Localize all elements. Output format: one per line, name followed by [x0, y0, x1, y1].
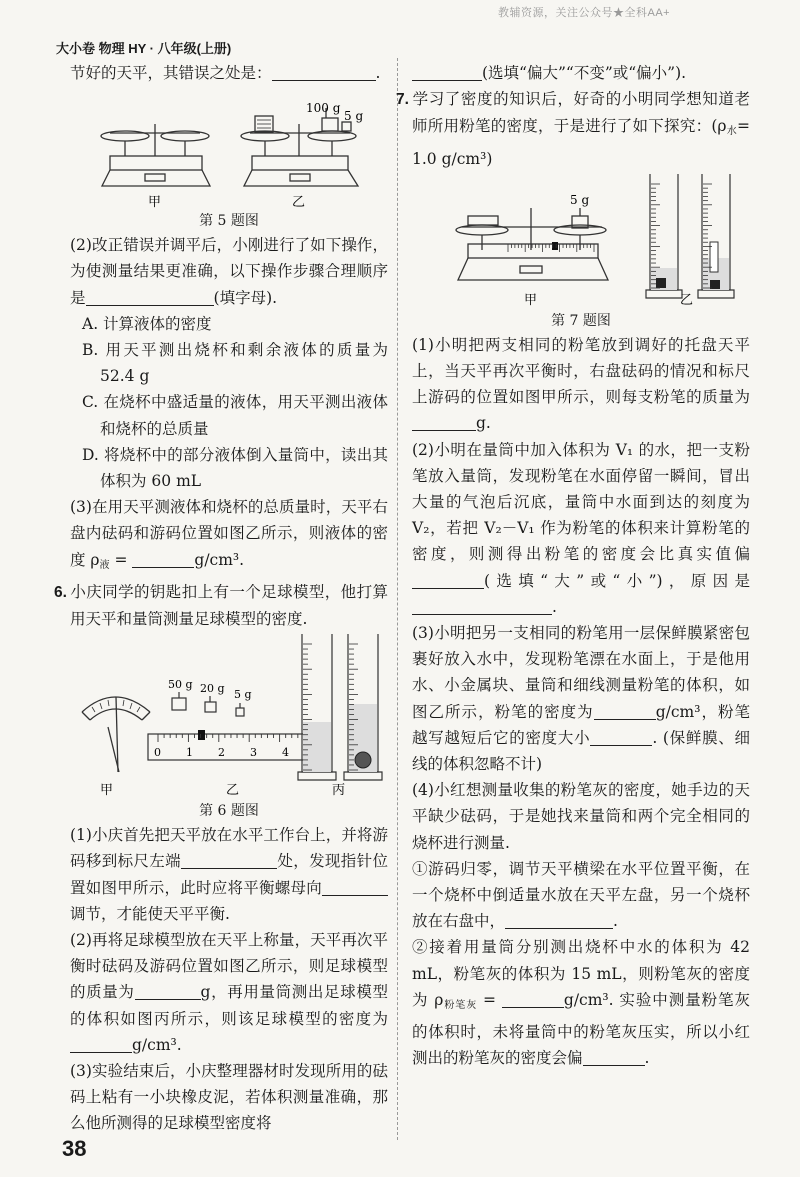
- blank: [86, 287, 214, 306]
- fig5-label-b: 乙: [292, 195, 306, 211]
- column-divider: [397, 58, 398, 1140]
- weight-5g-label: 5 g: [234, 688, 252, 702]
- q5-option-d: D. 将烧杯中的部分液体倒入量筒中，读出其体积为 60 mL: [82, 445, 388, 491]
- figure-7-caption: 第 7 题图: [551, 312, 611, 329]
- blank: [412, 412, 476, 431]
- figure-6: [70, 632, 388, 822]
- metal-block: [656, 278, 666, 288]
- fig7-label-b: 乙: [680, 292, 694, 308]
- page-header: 大小卷 物理 HY · 八年级(上册): [56, 41, 232, 56]
- q5-option-c: C. 在烧杯中盛适量的液体，用天平测出液体和烧杯的总质量: [82, 393, 388, 438]
- blank: [583, 1047, 645, 1066]
- q7-part4: (4)小红想测量收集的粉笔灰的密度，她手边的天平缺少砝码，于是她找来量筒和两个完全相同的烧杯进行测量.: [412, 781, 750, 852]
- blank: [322, 877, 388, 896]
- q7-part4-step1: ①游码归零，调节天平横梁在水平位置平衡，在一个烧杯中倒适量水放在天平左盘，另一个烧杯放在右盘中， .: [412, 859, 750, 931]
- fig5-label-a: 甲: [148, 195, 162, 211]
- weight-20g-label: 20 g: [200, 682, 225, 696]
- blank: [70, 1034, 132, 1053]
- blank: [505, 910, 613, 929]
- blank: [502, 989, 564, 1008]
- blank: [132, 549, 194, 568]
- figure-6-drawing: [70, 632, 388, 800]
- q7-part1: (1)小明把两支相同的粉笔放到调好的托盘天平上，当天平再次平衡时，右盘砝码的情况和标尺上游码的位置如图甲所示，则每支粉笔的质量为g.: [412, 335, 750, 433]
- scale-label-1: 1: [186, 746, 193, 760]
- blank: [272, 62, 376, 81]
- page-number: 38: [62, 1136, 87, 1161]
- q5-part3: (3)在用天平测液体和烧杯的总质量时，天平右盘内砝码和游码位置如图乙所示，则液体的密度 $\rho_液 = g/cm^3$.: [70, 498, 388, 571]
- fig6-label-a: 甲: [100, 783, 114, 799]
- q5-part2: (2)改正错误并调平后，小刚进行了如下操作，为使测量结果更准确，以下操作步骤合理顺序是 (填字母).: [70, 236, 388, 307]
- q6-part1: (1)小庆首先把天平放在水平工作台上，并将游码移到标尺左端 处，发现指针位置如图甲所示，此时应将平衡螺母向调节，才能使天平平衡.: [70, 826, 388, 923]
- weight-5g-label: 5 g: [570, 192, 590, 207]
- scale-label-4: 4: [282, 746, 289, 760]
- figure-6-caption: 第 6 题图: [199, 803, 259, 820]
- figure-7: [412, 172, 750, 332]
- blank: [181, 850, 277, 869]
- q6-part3-continued: (选填“偏大”“不变”或“偏小”).: [412, 60, 750, 86]
- q7-intro: 7. 学习了密度的知识后，好奇的小明同学想知道老师所用粉笔的密度，于是进行了如下探究：($\rho_水= 1.0$ g/cm³): [412, 86, 750, 172]
- blank: [135, 981, 201, 1000]
- fig6-label-c: 丙: [332, 783, 346, 799]
- figure-5-caption: 第 5 题图: [199, 213, 259, 230]
- blank: [594, 701, 656, 720]
- scale-label-2: 2: [218, 746, 225, 760]
- q7-part3: (3)小明把另一支相同的粉笔用一层保鲜膜紧密包裹好放入水中，发现粉笔漂在水面上，于是他用水、小金属块、量筒和细线测量粉笔的体积，如图乙所示，粉笔的密度为 g/cm³，粉笔越写越短后它的密度大小 . (保鲜膜、细线的体积忽略不计): [412, 624, 750, 774]
- q6-part3: (3)实验结束后，小庆整理器材时发现所用的砝码上粘有一小块橡皮泥，若体积测量准确，那么他所测得的足球模型密度将: [70, 1062, 388, 1133]
- weight-5g-label: 5 g: [344, 109, 364, 124]
- q6-number: 6.: [54, 583, 67, 601]
- blank: [412, 62, 482, 81]
- fig7-label-a: 甲: [524, 292, 538, 308]
- rider: [198, 730, 205, 740]
- right-column: [396, 60, 751, 1072]
- football-model: [355, 752, 371, 768]
- q6-intro: 6. 小庆同学的钥匙扣上有一个足球模型，他打算用天平和量筒测量足球模型的密度.: [70, 579, 388, 632]
- q5-tail: 节好的天平，其错误之处是： .: [70, 64, 381, 82]
- watermark: 教辅资源，关注公众号★全科AA+: [498, 7, 671, 19]
- q5-option-a: A. 计算液体的密度: [82, 314, 212, 333]
- figure-7-drawing: [412, 172, 750, 310]
- q6-part2: (2)再将足球模型放在天平上称量，天平再次平衡时砝码及游码位置如图乙所示，则足球模型的质量为 g，再用量筒测出足球模型的体积如图丙所示，则该足球模型的密度为g/cm³.: [70, 931, 388, 1054]
- scale-label-3: 3: [250, 746, 257, 760]
- blank: [412, 570, 484, 589]
- weight-100g-label: 100 g: [306, 101, 341, 116]
- weight-50g-label: 50 g: [168, 678, 193, 692]
- blank: [590, 727, 652, 746]
- figure-5: [70, 86, 388, 232]
- blank: [412, 596, 552, 615]
- left-column: [54, 60, 388, 1137]
- fig6-label-b: 乙: [226, 783, 240, 799]
- q5-option-b: B. 用天平测出烧杯和剩余液体的质量为 52.4 g: [82, 341, 388, 386]
- q7-number: 7.: [396, 91, 409, 109]
- q7-part2: (2)小明在量筒中加入体积为 V₁ 的水，把一支粉笔放入量筒，发现粉笔在水面停留一瞬间，冒出大量的气泡后沉底，量筒中水面到达的刻度为 V₂，若把 V₂－V₁ 作为粉笔的体积来计算粉笔的密度，则测得出粉笔的密度会比真实值偏(选填“大”或“小”)，原因是.: [412, 440, 750, 616]
- figure-5-drawing: [70, 86, 388, 210]
- scale-label-0: 0: [154, 746, 161, 760]
- q7-part4-step2: ②接着用量筒分别测出烧杯中水的体积为 42 mL，粉笔灰的体积为 15 mL，则粉笔灰的密度为 $\rho_{粉笔灰} = g/cm^3$. 实验中测量粉笔灰的体积时，未将量筒中的粉笔灰压实，所以小红测出的粉笔灰的密度会偏 .: [412, 938, 751, 1068]
